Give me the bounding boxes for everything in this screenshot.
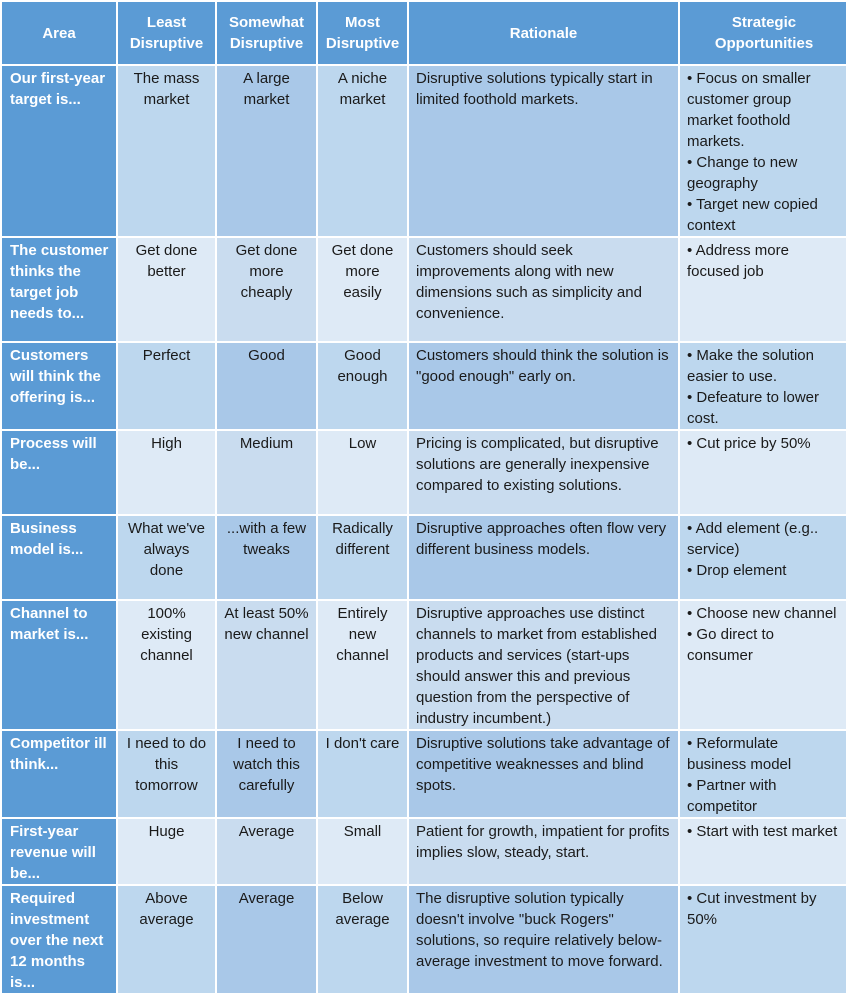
- opportunities-cell: [680, 819, 846, 884]
- opportunity-item: • Cut price by 50%: [687, 435, 811, 452]
- header-most-disruptive: Most Disruptive: [318, 2, 407, 64]
- opportunity-item: • Go direct to consumer: [687, 626, 774, 664]
- row-area: Process will be...: [2, 431, 116, 514]
- least-disruptive-cell: Perfect: [118, 343, 215, 429]
- least-disruptive-cell: The mass market: [118, 66, 215, 236]
- opportunity-item: • Change to new geography: [687, 154, 798, 192]
- opportunity-item: • Target new copied context: [687, 196, 818, 234]
- least-disruptive-cell: Above average: [118, 886, 215, 993]
- row-area: Customers will think the offering is...: [2, 343, 116, 429]
- most-disruptive-cell: Good enough: [318, 343, 407, 429]
- opportunities-cell: [680, 731, 846, 817]
- row-area: Required investment over the next 12 months is...: [2, 886, 116, 993]
- opportunities-cell: [680, 516, 846, 599]
- rationale-cell: Customers should seek improvements along with new dimensions such as simplicity and convenience.: [409, 238, 678, 341]
- most-disruptive-cell: Radically different: [318, 516, 407, 599]
- somewhat-disruptive-cell: Average: [217, 886, 316, 993]
- opportunity-item: • Focus on smaller customer group market foothold markets.: [687, 70, 811, 150]
- opportunity-item: • Partner with competitor: [687, 777, 777, 815]
- table-row: [2, 819, 846, 884]
- rationale-cell: The disruptive solution typically doesn't involve "buck Rogers" solutions, so require relatively below-average investment to move forward.: [409, 886, 678, 993]
- row-area: Competitor ill think...: [2, 731, 116, 817]
- opportunity-item: • Address more focused job: [687, 242, 789, 280]
- most-disruptive-cell: Entirely new channel: [318, 601, 407, 729]
- most-disruptive-cell: I don't care: [318, 731, 407, 817]
- table-row: [2, 731, 846, 817]
- opportunities-cell: [680, 66, 846, 236]
- table-row: [2, 431, 846, 514]
- table-row: [2, 238, 846, 341]
- header-somewhat-disruptive: Somewhat Disruptive: [217, 2, 316, 64]
- somewhat-disruptive-cell: Good: [217, 343, 316, 429]
- opportunity-item: • Add element (e.g.. service): [687, 520, 819, 558]
- opportunity-item: • Drop element: [687, 562, 787, 579]
- header-area: Area: [2, 2, 116, 64]
- row-area: First-year revenue will be...: [2, 819, 116, 884]
- table-row: [2, 516, 846, 599]
- opportunity-item: • Cut investment by 50%: [687, 890, 817, 928]
- opportunities-cell: [680, 601, 846, 729]
- opportunities-cell: [680, 238, 846, 341]
- header-strategic-opportunities: Strategic Opportunities: [680, 2, 846, 64]
- header-least-disruptive: Least Disruptive: [118, 2, 215, 64]
- least-disruptive-cell: High: [118, 431, 215, 514]
- most-disruptive-cell: Below average: [318, 886, 407, 993]
- least-disruptive-cell: I need to do this tomorrow: [118, 731, 215, 817]
- somewhat-disruptive-cell: A large market: [217, 66, 316, 236]
- opportunity-item: • Start with test market: [687, 823, 838, 840]
- row-area: The customer thinks the target job needs to...: [2, 238, 116, 341]
- rationale-cell: Pricing is complicated, but disruptive solutions are generally inexpensive compared to existing solutions.: [409, 431, 678, 514]
- opportunity-item: • Defeature to lower cost.: [687, 389, 819, 427]
- least-disruptive-cell: Huge: [118, 819, 215, 884]
- opportunity-item: • Make the solution easier to use.: [687, 347, 814, 385]
- rationale-cell: Disruptive approaches use distinct channels to market from established products and services (start-ups should answer this and previous question from the perspective of industry incumbent.): [409, 601, 678, 729]
- somewhat-disruptive-cell: Get done more cheaply: [217, 238, 316, 341]
- rationale-cell: Patient for growth, impatient for profits implies slow, steady, start.: [409, 819, 678, 884]
- least-disruptive-cell: What we've always done: [118, 516, 215, 599]
- row-area: Channel to market is...: [2, 601, 116, 729]
- somewhat-disruptive-cell: Average: [217, 819, 316, 884]
- rationale-cell: Customers should think the solution is "good enough" early on.: [409, 343, 678, 429]
- table-row: [2, 601, 846, 729]
- opportunities-cell: [680, 431, 846, 514]
- header-row: [2, 2, 846, 64]
- rationale-cell: Disruptive solutions typically start in limited foothold markets.: [409, 66, 678, 236]
- least-disruptive-cell: 100% existing channel: [118, 601, 215, 729]
- opportunities-cell: [680, 886, 846, 993]
- least-disruptive-cell: Get done better: [118, 238, 215, 341]
- opportunities-cell: [680, 343, 846, 429]
- row-area: Our first-year target is...: [2, 66, 116, 236]
- row-area: Business model is...: [2, 516, 116, 599]
- somewhat-disruptive-cell: I need to watch this carefully: [217, 731, 316, 817]
- opportunity-item: • Reformulate business model: [687, 735, 792, 773]
- rationale-cell: Disruptive approaches often flow very different business models.: [409, 516, 678, 599]
- table-row: [2, 886, 846, 993]
- most-disruptive-cell: Small: [318, 819, 407, 884]
- table-row: [2, 66, 846, 236]
- opportunity-item: • Choose new channel: [687, 605, 837, 622]
- header-rationale: Rationale: [409, 2, 678, 64]
- somewhat-disruptive-cell: At least 50% new channel: [217, 601, 316, 729]
- table-row: [2, 343, 846, 429]
- most-disruptive-cell: A niche market: [318, 66, 407, 236]
- somewhat-disruptive-cell: ...with a few tweaks: [217, 516, 316, 599]
- rationale-cell: Disruptive solutions take advantage of competitive weaknesses and blind spots.: [409, 731, 678, 817]
- somewhat-disruptive-cell: Medium: [217, 431, 316, 514]
- most-disruptive-cell: Low: [318, 431, 407, 514]
- most-disruptive-cell: Get done more easily: [318, 238, 407, 341]
